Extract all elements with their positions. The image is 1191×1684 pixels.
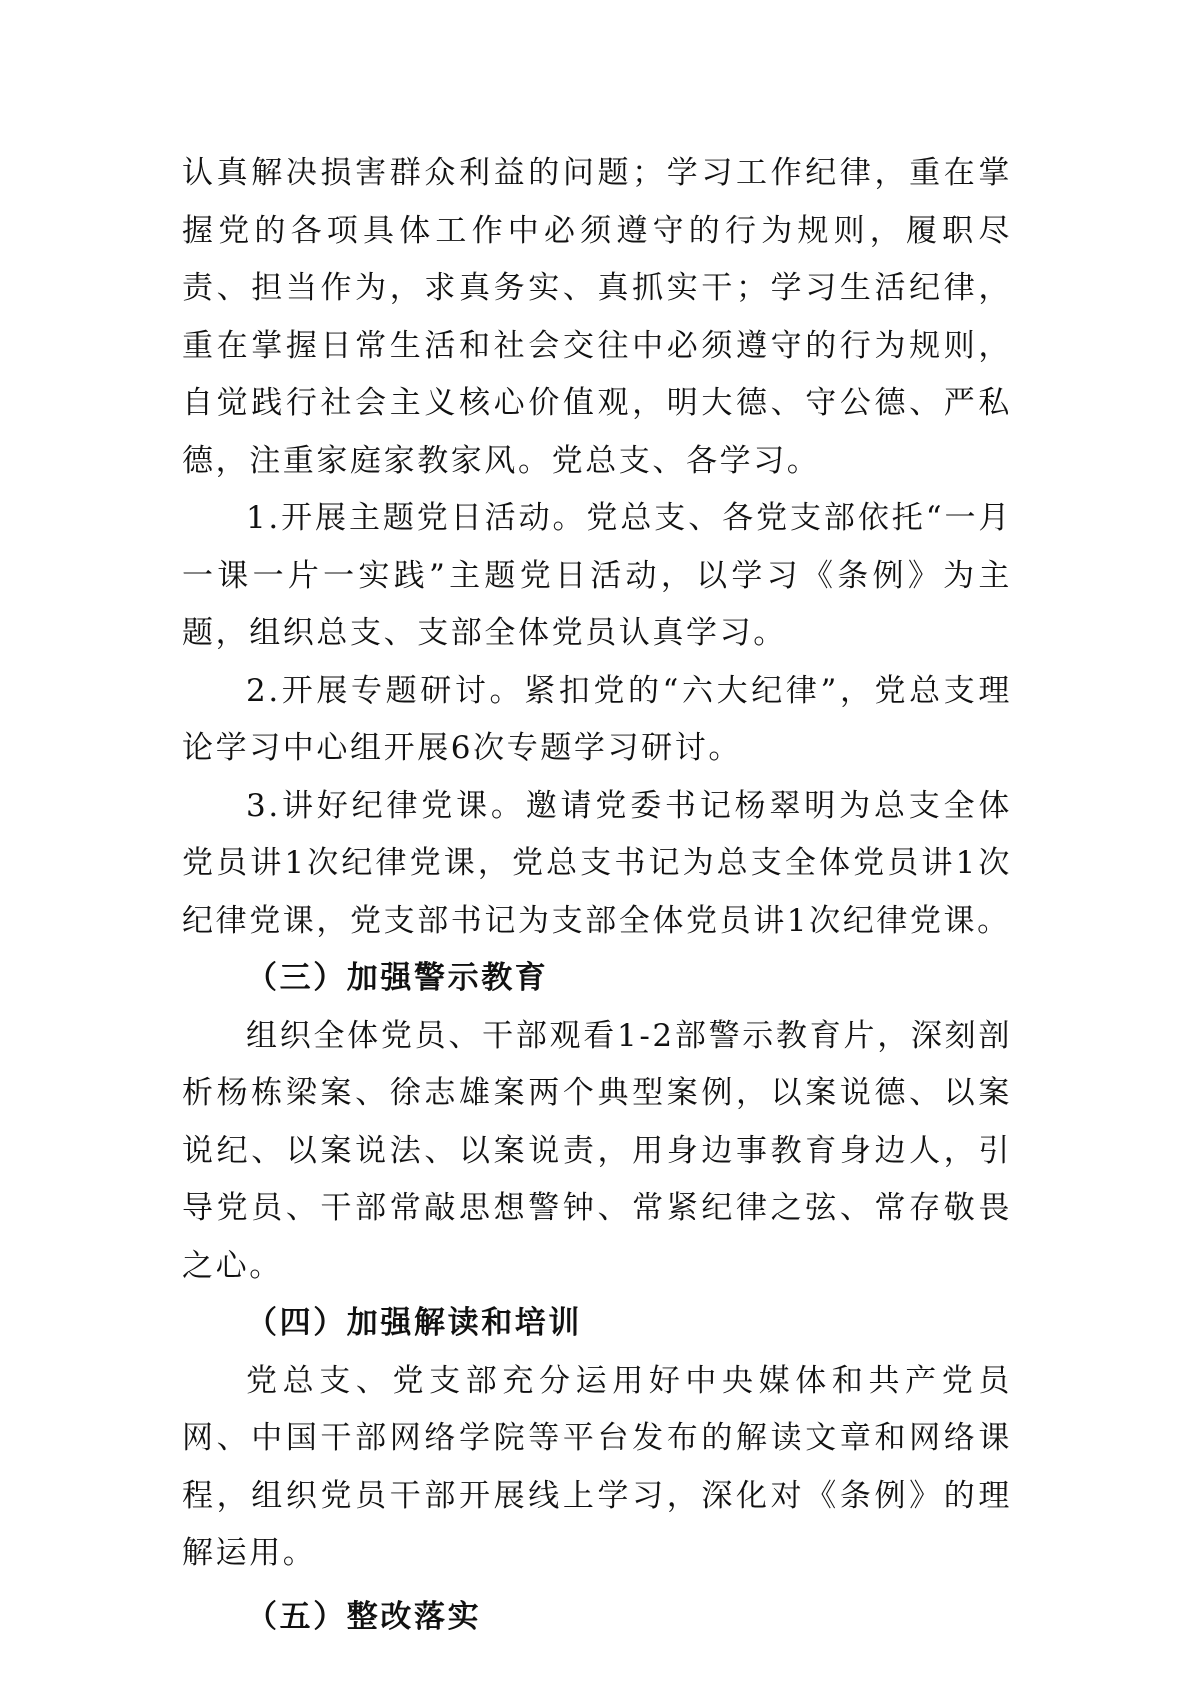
paragraph-item-3: 3.讲好纪律党课。邀请党委书记杨翠明为总支全体党员讲1次纪律党课，党总支书记为总支全体党员讲1次纪律党课，党支部书记为支部全体党员讲1次纪律党课。 (182, 787, 1012, 939)
paragraph-training: 党总支、党支部充分运用好中央媒体和共产党员网、中国干部网络学院等平台发布的解读文章和网络课程，组织党员干部开展线上学习，深化对《条例》的理解运用。 (182, 1362, 1012, 1571)
paragraph-item-2: 2.开展专题研讨。紧扣党的“六大纪律”，党总支理论学习中心组开展6次专题学习研讨。 (182, 672, 1012, 766)
section-heading-5: （五）整改落实 (246, 1598, 482, 1635)
section-heading-3: （三）加强警示教育 (246, 960, 549, 996)
paragraph-item-1: 1.开展主题党日活动。党总支、各党支部依托“一月一课一片一实践”主题党日活动，以学习《条例》为主题，组织总支、支部全体党员认真学习。 (182, 500, 1012, 651)
document-body (182, 145, 1012, 1646)
paragraph-warning-education: 组织全体党员、干部观看1-2部警示教育片，深刻剖析杨栋梁案、徐志雄案两个典型案例，以案说德、以案说纪、以案说法、以案说责，用身边事教育身边人，引导党员、干部常敲思想警钟、常紧纪律之弦、常存敬畏之心。 (182, 1017, 1012, 1284)
paragraph-discipline-study: 认真解决损害群众利益的问题；学习工作纪律，重在掌握党的各项具体工作中必须遵守的行为规则，履职尽责、担当作为，求真务实、真抓实干；学习生活纪律，重在掌握日常生活和社会交往中必须遵守的行为规则，自觉践行社会主义核心价值观，明大德、守公德、严私德，注重家庭家教家风。党总支、各学习。 (182, 155, 1012, 479)
section-heading-4: （四）加强解读和培训 (246, 1305, 582, 1341)
